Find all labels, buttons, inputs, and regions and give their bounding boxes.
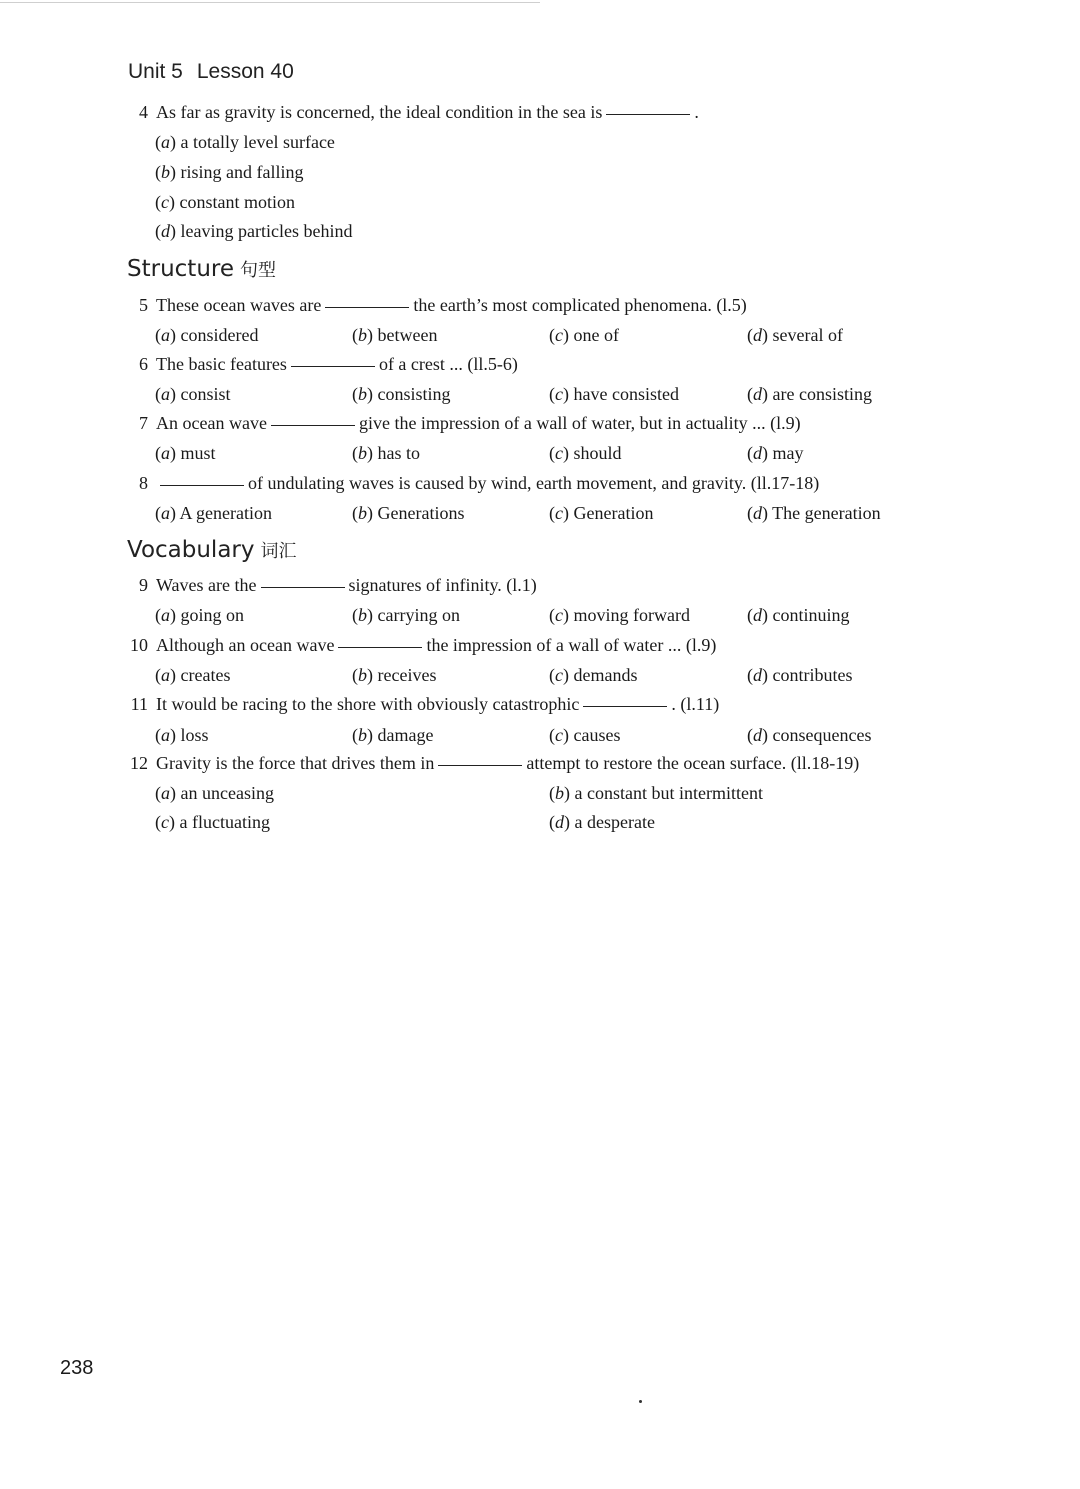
option-d: (d) leaving particles behind xyxy=(155,221,353,241)
option-c: (c) one of xyxy=(549,325,619,345)
question-stem: Although an ocean wave the impression of a wall of water ... (l.9) xyxy=(156,635,717,655)
option-a: (a) an unceasing xyxy=(155,783,274,803)
option-c: (c) constant motion xyxy=(155,192,295,212)
option-b: (b) between xyxy=(352,325,438,345)
option-a: (a) must xyxy=(155,443,216,463)
option-a: (a) loss xyxy=(155,725,209,745)
option-c: (c) should xyxy=(549,443,622,463)
question-number: 9 xyxy=(139,575,148,595)
answer-blank xyxy=(291,366,375,367)
question-stem: The basic features of a crest ... (ll.5-6) xyxy=(156,354,518,374)
option-a: (a) a totally level surface xyxy=(155,132,335,152)
option-d: (d) The generation xyxy=(747,503,881,523)
question-stem: It would be racing to the shore with obviously catastrophic . (l.11) xyxy=(156,694,720,714)
question-stem: These ocean waves are the earth’s most complicated phenomena. (l.5) xyxy=(156,295,747,315)
question-stem: Waves are the signatures of infinity. (l.1) xyxy=(156,575,537,595)
option-d: (d) several of xyxy=(747,325,843,345)
option-d: (d) continuing xyxy=(747,605,850,625)
answer-blank xyxy=(160,485,244,486)
option-c: (c) a fluctuating xyxy=(155,812,270,832)
question-stem: Gravity is the force that drives them in attempt to restore the ocean surface. (ll.18-19) xyxy=(156,753,860,773)
option-a: (a) consist xyxy=(155,384,231,404)
option-a: (a) going on xyxy=(155,605,245,625)
option-c: (c) Generation xyxy=(549,503,654,523)
option-b: (b) damage xyxy=(352,725,434,745)
answer-blank xyxy=(438,765,522,766)
lesson-label: Lesson 40 xyxy=(196,60,294,83)
option-b: (b) receives xyxy=(352,665,437,685)
question-stem: An ocean wave give the impression of a wall of water, but in actuality ... (l.9) xyxy=(156,413,801,433)
option-a: (a) A generation xyxy=(155,503,272,523)
scan-speck xyxy=(639,1400,642,1403)
option-b: (b) carrying on xyxy=(352,605,460,625)
option-d: (d) consequences xyxy=(747,725,872,745)
page-header xyxy=(128,60,294,84)
question-stem: of undulating waves is caused by wind, earth movement, and gravity. (ll.17-18) xyxy=(156,473,819,494)
scan-top-rule xyxy=(0,2,540,3)
section-title-vocabulary: Vocabulary 词汇 xyxy=(127,537,297,563)
page-number: 238 xyxy=(60,1357,94,1379)
answer-blank xyxy=(271,425,355,426)
option-b: (b) consisting xyxy=(352,384,451,404)
option-b: (b) has to xyxy=(352,443,420,463)
answer-blank xyxy=(261,587,345,588)
option-d: (d) are consisting xyxy=(747,384,872,404)
option-a: (a) creates xyxy=(155,665,231,685)
option-c: (c) demands xyxy=(549,665,638,685)
question-number: 12 xyxy=(130,753,148,773)
section-title-structure: Structure 句型 xyxy=(127,256,276,282)
option-c: (c) have consisted xyxy=(549,384,679,404)
option-c: (c) moving forward xyxy=(549,605,690,625)
question-number: 11 xyxy=(130,694,148,714)
option-d: (d) may xyxy=(747,443,804,463)
question-number: 7 xyxy=(139,413,148,433)
answer-blank xyxy=(338,647,422,648)
option-d: (d) a desperate xyxy=(549,812,655,832)
question-number: 5 xyxy=(139,295,148,315)
question-number: 10 xyxy=(130,635,148,655)
question-stem: As far as gravity is concerned, the ideal condition in the sea is . xyxy=(156,102,699,122)
answer-blank xyxy=(606,114,690,115)
unit-label: Unit 5 xyxy=(128,60,183,83)
question-number: 8 xyxy=(139,473,148,493)
option-b: (b) rising and falling xyxy=(155,162,304,182)
option-c: (c) causes xyxy=(549,725,621,745)
answer-blank xyxy=(325,307,409,308)
option-b: (b) a constant but intermittent xyxy=(549,783,763,803)
question-number: 6 xyxy=(139,354,148,374)
option-d: (d) contributes xyxy=(747,665,853,685)
answer-blank xyxy=(583,706,667,707)
question-number: 4 xyxy=(139,102,148,122)
option-a: (a) considered xyxy=(155,325,259,345)
option-b: (b) Generations xyxy=(352,503,465,523)
